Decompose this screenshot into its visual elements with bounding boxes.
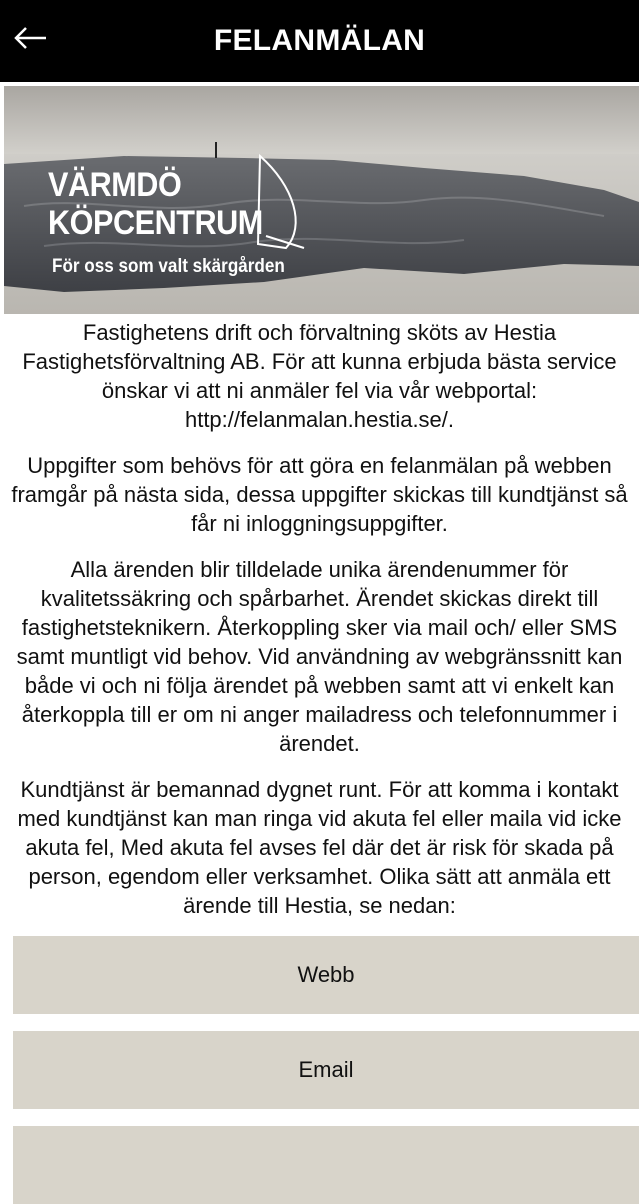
logo-line-1: VÄRMDÖ [48, 166, 182, 204]
paragraph-2: Uppgifter som behövs för att göra en felanmälan på webben framgår på nästa sida, dessa uppgifter skickas till kundtjänst så får ni inloggningsuppgifter. [11, 453, 628, 536]
app-header [0, 0, 639, 82]
more-button[interactable] [13, 1126, 639, 1204]
paragraph-3: Alla ärenden blir tilldelade unika ärendenummer för kvalitetssäkring och spårbarhet. Ärendet skickas direkt till fastighetsteknikern. Återkoppling sker via mail och/ eller SMS samt muntligt vid behov. Vid användning av webgränssnitt kan både vi och ni följa ärendet på webben samt att vi enkelt kan återkoppla till er om ni anger mailadress och telefonnummer i ärendet. [16, 557, 623, 756]
web-button[interactable]: Webb [13, 936, 639, 1014]
email-button[interactable]: Email [13, 1031, 639, 1109]
logo-line-2: KÖPCENTRUM [48, 204, 263, 242]
paragraph-1: Fastighetens drift och förvaltning sköts av Hestia Fastighetsförvaltning AB. För att kunna erbjuda bästa service önskar vi att ni anmäler fel via vår webportal: http://felanmalan.hestia.se/. [22, 320, 617, 432]
hero-banner-image [4, 86, 639, 314]
logo-tagline: För oss som valt skärgården [52, 256, 285, 277]
page-title: FELANMÄLAN [213, 24, 426, 57]
info-text [0, 318, 639, 937]
paragraph-4: Kundtjänst är bemannad dygnet runt. För att komma i kontakt med kundtjänst kan man ringa vid akuta fel eller maila vid icke akuta fel, Med akuta fel avses fel där det är risk för skada på person, egendom eller verksamhet. Olika sätt att anmäla ett ärende till Hestia, se nedan: [17, 777, 622, 918]
